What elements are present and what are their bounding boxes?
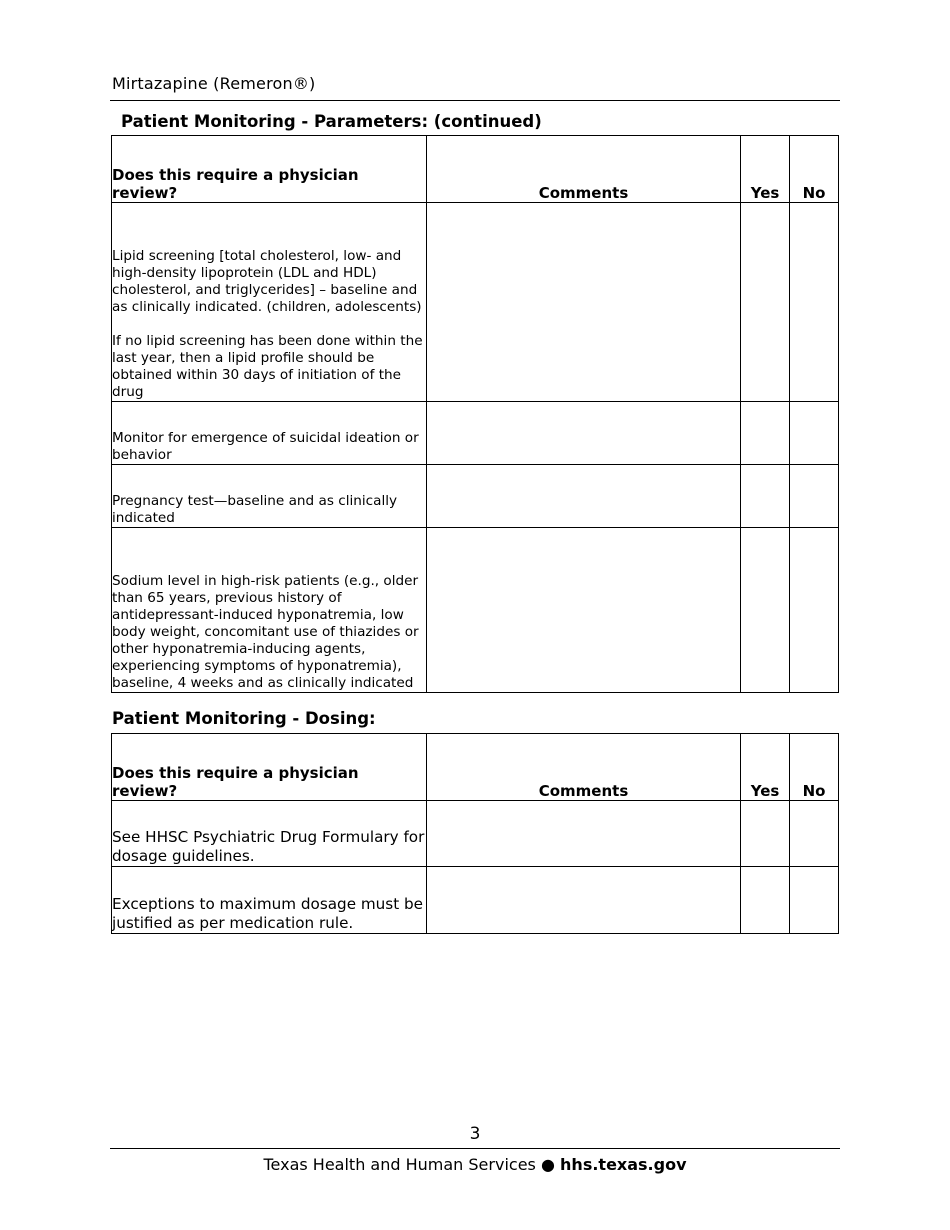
parameter-cell-lipid [112, 203, 427, 402]
footer-divider [110, 1148, 840, 1149]
comments-cell[interactable] [427, 402, 741, 465]
section-title-dosing: Patient Monitoring - Dosing: [112, 709, 376, 728]
dosing-text: See HHSC Psychiatric Drug Formulary for dosage guidelines. [112, 828, 425, 865]
no-cell[interactable] [790, 465, 839, 528]
parameter-cell-sodium [112, 528, 427, 693]
comments-cell[interactable] [427, 867, 741, 934]
column-header-yes: Yes [741, 734, 790, 801]
no-cell[interactable] [790, 203, 839, 402]
table-row [112, 402, 839, 465]
parameter-text: Monitor for emergence of suicidal ideation or behavior [112, 430, 419, 463]
parameter-text: Pregnancy test—baseline and as clinically indicated [112, 493, 398, 526]
parameter-note: If no lipid screening has been done within the last year, then a lipid profile should be obtained within 30 days of initiation of the drug [112, 333, 423, 400]
no-cell[interactable] [790, 867, 839, 934]
footer-website-link[interactable]: hhs.texas.gov [560, 1155, 687, 1174]
column-header-no: No [790, 136, 839, 203]
no-cell[interactable] [790, 801, 839, 867]
column-header-comments: Comments [427, 734, 741, 801]
parameters-table [111, 135, 839, 693]
dosing-cell-formulary [112, 801, 427, 867]
yes-cell[interactable] [741, 867, 790, 934]
column-header-yes: Yes [741, 136, 790, 203]
table-row [112, 465, 839, 528]
yes-cell[interactable] [741, 465, 790, 528]
yes-cell[interactable] [741, 203, 790, 402]
yes-cell[interactable] [741, 528, 790, 693]
section-title-parameters: Patient Monitoring - Parameters: (continued) [121, 112, 542, 131]
header-divider [110, 100, 840, 101]
column-header-comments: Comments [427, 136, 741, 203]
footer-org: Texas Health and Human Services [263, 1155, 536, 1174]
dosing-text: Exceptions to maximum dosage must be justified as per medication rule. [112, 895, 423, 932]
yes-cell[interactable] [741, 402, 790, 465]
table-row [112, 867, 839, 934]
comments-cell[interactable] [427, 203, 741, 402]
column-header-question: Does this require a physician review? [112, 136, 427, 203]
parameter-cell-suicidal [112, 402, 427, 465]
parameter-text: Lipid screening [total cholesterol, low- and high-density lipoprotein (LDL and HDL) cholesterol, and triglycerides] – baseline and as clinically indicated. (children, adolescents) [112, 248, 422, 315]
no-cell[interactable] [790, 402, 839, 465]
parameter-text: Sodium level in high-risk patients (e.g., older than 65 years, previous history of antidepressant-induced hyponatremia, low body weight, concomitant use of thiazides or other hyponatremia-inducing agents, experiencing symptoms of hyponatremia), baseline, 4 weeks and as clinically indicated [112, 573, 419, 691]
column-header-question: Does this require a physician review? [112, 734, 427, 801]
table-row [112, 203, 839, 402]
document-header-title: Mirtazapine (Remeron®) [112, 74, 316, 93]
dosing-table [111, 733, 839, 934]
table-row [112, 528, 839, 693]
table-header-row [112, 136, 839, 203]
comments-cell[interactable] [427, 528, 741, 693]
table-header-row [112, 734, 839, 801]
column-header-no: No [790, 734, 839, 801]
footer-bullet-icon: ● [540, 1155, 555, 1174]
comments-cell[interactable] [427, 801, 741, 867]
parameter-cell-pregnancy [112, 465, 427, 528]
yes-cell[interactable] [741, 801, 790, 867]
comments-cell[interactable] [427, 465, 741, 528]
table-row [112, 801, 839, 867]
footer [0, 1155, 950, 1174]
no-cell[interactable] [790, 528, 839, 693]
dosing-cell-exceptions [112, 867, 427, 934]
page-number: 3 [469, 1124, 481, 1144]
